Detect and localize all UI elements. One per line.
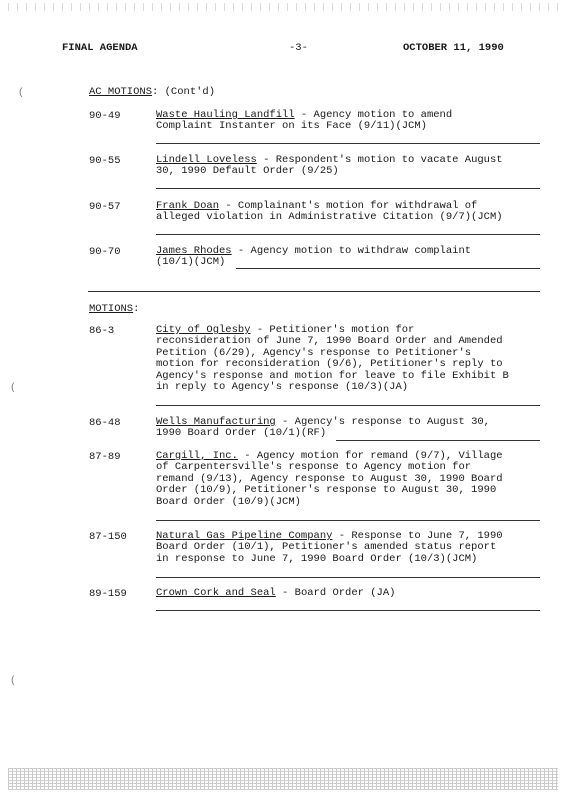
docket-number: 87-89 — [89, 451, 121, 463]
docket-number: 86-48 — [89, 417, 121, 429]
docket-number: 90-49 — [89, 110, 121, 122]
scan-noise-bottom — [8, 768, 558, 790]
party-name: City of Oglesby — [156, 324, 251, 336]
section-heading-text: AC MOTIONS — [89, 86, 153, 98]
docket-number: 87-150 — [89, 531, 127, 543]
section-heading-text: MOTIONS — [89, 303, 134, 315]
item-description — [156, 246, 540, 269]
item-text: - Agency's response to August 30, 1990 Board Order (10/1)(RF) — [156, 416, 490, 440]
docket-number: 90-57 — [89, 201, 121, 213]
item-rule — [156, 143, 540, 144]
page-header — [0, 42, 566, 56]
item-rule — [156, 188, 540, 189]
item-text: - Agency motion to withdraw complaint (10/1)(JCM) — [156, 245, 472, 269]
item-rule — [156, 610, 540, 611]
item-rule — [156, 405, 540, 406]
item-description — [156, 451, 540, 508]
party-name: Natural Gas Pipeline Company — [156, 530, 333, 542]
docket-number: 89-159 — [89, 588, 127, 600]
item-rule — [236, 268, 540, 269]
item-rule — [156, 234, 540, 235]
party-name: Waste Hauling Landfill — [156, 109, 295, 121]
margin-mark: ( — [18, 88, 25, 99]
docket-number: 90-70 — [89, 246, 121, 258]
party-name: Frank Doan — [156, 200, 220, 212]
section-heading-motions — [89, 303, 139, 315]
item-text: - Agency motion to amend Complaint Instanter on its Face (9/11)(JCM) — [156, 109, 453, 133]
party-name: Lindell Loveless — [156, 154, 257, 166]
party-name: Wells Manufacturing — [156, 416, 276, 428]
item-text: - Response to June 7, 1990 Board Order (10/1), Petitioner's amended status report in response to June 7, 1990 Board Order (10/3)(JCM) — [156, 530, 503, 565]
section-heading-ac-motions — [89, 86, 215, 98]
docket-number: 90-55 — [89, 155, 121, 167]
party-name: James Rhodes — [156, 245, 232, 257]
item-description — [156, 201, 540, 224]
party-name: Cargill, Inc. — [156, 450, 238, 462]
item-rule — [336, 440, 540, 441]
item-description — [156, 155, 540, 178]
item-text: - Petitioner's motion for reconsideration of June 7, 1990 Board Order and Amended Petition (6/29), Agency's response to Petitioner's motion for reconsideration (9/6), Petitioner's reply to Agency's response and motion for leave to file Exhibit B in reply to Agency's response (10/3)(JA) — [156, 324, 509, 394]
item-description — [156, 531, 540, 565]
scan-noise-top — [8, 3, 558, 11]
section-heading-suffix: : — [133, 303, 140, 315]
section-divider — [88, 291, 540, 292]
docket-number: 86-3 — [89, 325, 115, 337]
item-description — [156, 588, 540, 599]
margin-mark: ( — [10, 676, 17, 687]
item-text: - Board Order (JA) — [275, 587, 396, 599]
item-description — [156, 417, 540, 440]
item-text: - Agency motion for remand (9/7), Village of Carpentersville's response to Agency motion for remand (9/13), Agency response to August 30, 1990 Board Order (10/9), Petitioner's response to August 30, 1990 Board Order (10/9)(JCM) — [156, 450, 503, 508]
item-description — [156, 110, 540, 133]
margin-mark: ( — [10, 383, 17, 394]
header-title: FINAL AGENDA — [62, 42, 138, 54]
header-date: OCTOBER 11, 1990 — [403, 42, 504, 54]
item-rule — [156, 577, 540, 578]
item-description — [156, 325, 540, 393]
party-name: Crown Cork and Seal — [156, 587, 276, 599]
page-number: -3- — [289, 42, 308, 54]
item-text: - Complainant's motion for withdrawal of alleged violation in Administrative Citation (9/7)(JCM) — [156, 200, 503, 224]
item-text: - Respondent's motion to vacate August 30, 1990 Default Order (9/25) — [156, 154, 503, 178]
section-heading-suffix: : (Cont'd) — [152, 86, 216, 98]
item-rule — [156, 520, 540, 521]
